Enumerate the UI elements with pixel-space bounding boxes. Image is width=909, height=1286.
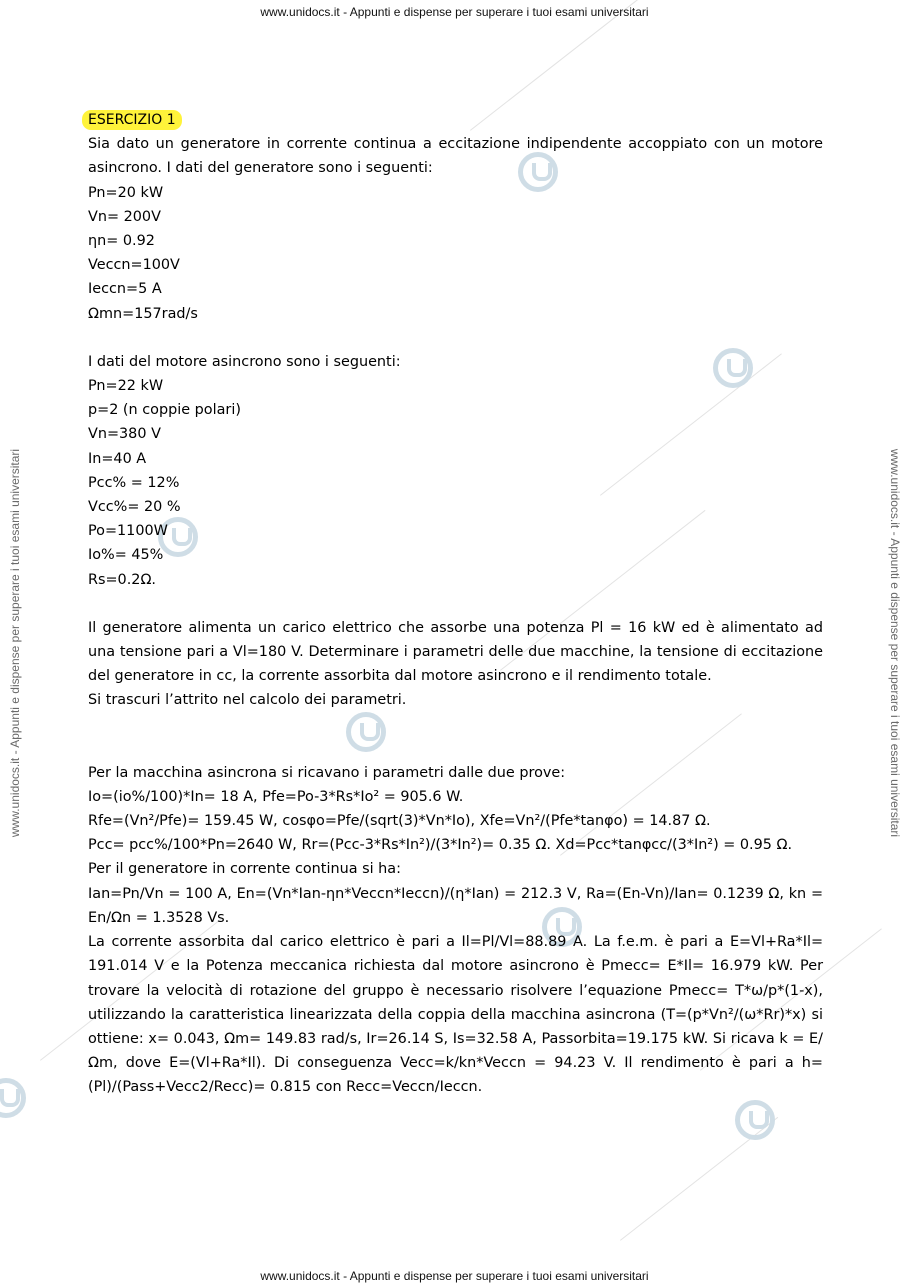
generator-data-line: Ωmn=157rad/s [88,305,198,322]
motor-intro: I dati del motore asincrono sono i seguenti: [88,353,401,370]
solution-line: Io=(io%/100)*In= 18 A, Pfe=Po-3*Rs*Io² = 905.6 W. [88,788,464,805]
generator-data-line: Ieccn=5 A [88,281,162,298]
page-footer: www.unidocs.it - Appunti e dispense per superare i tuoi esami universitari [260,1269,649,1283]
motor-data-line: Vcc%= 20 % [88,499,181,516]
side-watermark-right: www.unidocs.it - Appunti e dispense per superare i tuoi esami universitari [888,448,902,838]
page-header: www.unidocs.it - Appunti e dispense per superare i tuoi esami universitari [260,5,649,19]
problem-paragraph: Il generatore alimenta un carico elettrico che assorbe una potenza Pl = 16 kW ed è alimentato ad una tensione pari a Vl=180 V. Determinare i parametri delle due macchine, la tensione di eccitazione del generatore in cc, la corrente assorbita dal motore asincrono e il rendimento totale. [88,619,823,685]
motor-data-line: Rs=0.2Ω. [88,571,157,588]
motor-data-line: Pn=22 kW [88,378,164,395]
solution-line: Rfe=(Vn²/Pfe)= 159.45 W, cosφo=Pfe/(sqrt(3)*Vn*Io), Xfe=Vn²/(Pfe*tanφo) = 14.87 Ω. [88,813,711,830]
motor-data-line: Po=1100W [88,523,168,540]
motor-data-line: p=2 (n coppie polari) [88,402,241,419]
unidocs-logo-icon [0,1078,26,1118]
problem-note: Si trascuri l’attrito nel calcolo dei parametri. [88,692,407,709]
solution-line: Per il generatore in corrente continua si ha: [88,861,401,878]
generator-data-line: Vn= 200V [88,208,161,225]
motor-data-line: Vn=380 V [88,426,161,443]
solution-line: Per la macchina asincrona si ricavano i parametri dalle due prove: [88,764,566,781]
motor-data-line: Pcc% = 12% [88,474,180,491]
exercise-content [88,108,823,1100]
generator-data-line: Veccn=100V [88,257,180,274]
generator-data-line: ηn= 0.92 [88,233,155,250]
motor-data-line: In=40 A [88,450,147,467]
side-watermark-left: www.unidocs.it - Appunti e dispense per superare i tuoi esami universitari [8,448,22,838]
generator-data-line: Pn=20 kW [88,184,164,201]
solution-paragraph: La corrente assorbita dal carico elettrico è pari a Il=Pl/Vl=88.89 A. La f.e.m. è pari a E=Vl+Ra*Il= 191.014 V e la Potenza meccanica richiesta dal motore asincrono è Pmecc= E*Il= 16.979 kW. Per trovare la velocità di rotazione del gruppo è necessario risolvere l’equazione Pmecc= T*ω/p*(1-x), utilizzando la caratteristica linearizzata della coppia della macchina asincrona (T=(p*Vn²/(ω*Rr)*x) si ottiene: x= 0.043, Ωm= 149.83 rad/s, Ir=26.14 S, Is=32.58 A, Passorbita=19.175 kW. Si ricava k = E/Ωm, dove E=(Vl+Ra*Il). Di conseguenza Vecc=k/kn*Veccn = 94.23 V. Il rendimento è pari a h=(Pl)/(Pass+Vecc2/Recc)= 0.815 con Recc=Veccn/Ieccn. [88,934,823,1096]
exercise-title: ESERCIZIO 1 [82,110,182,130]
solution-line: Pcc= pcc%/100*Pn=2640 W, Rr=(Pcc-3*Rs*In²)/(3*In²)= 0.35 Ω. Xd=Pcc*tanφcc/(3*In²) = 0.95 Ω. [88,837,793,854]
intro-paragraph: Sia dato un generatore in corrente continua a eccitazione indipendente accoppiato con un motore asincrono. I dati del generatore sono i seguenti: [88,136,823,177]
solution-line: Ian=Pn/Vn = 100 A, En=(Vn*Ian-ηn*Veccn*Ieccn)/(η*Ian) = 212.3 V, Ra=(En-Vn)/Ian= 0.1239 Ω, kn = En/Ωn = 1.3528 Vs. [88,885,823,926]
motor-data-line: Io%= 45% [88,547,164,564]
unidocs-logo-icon [735,1100,775,1140]
